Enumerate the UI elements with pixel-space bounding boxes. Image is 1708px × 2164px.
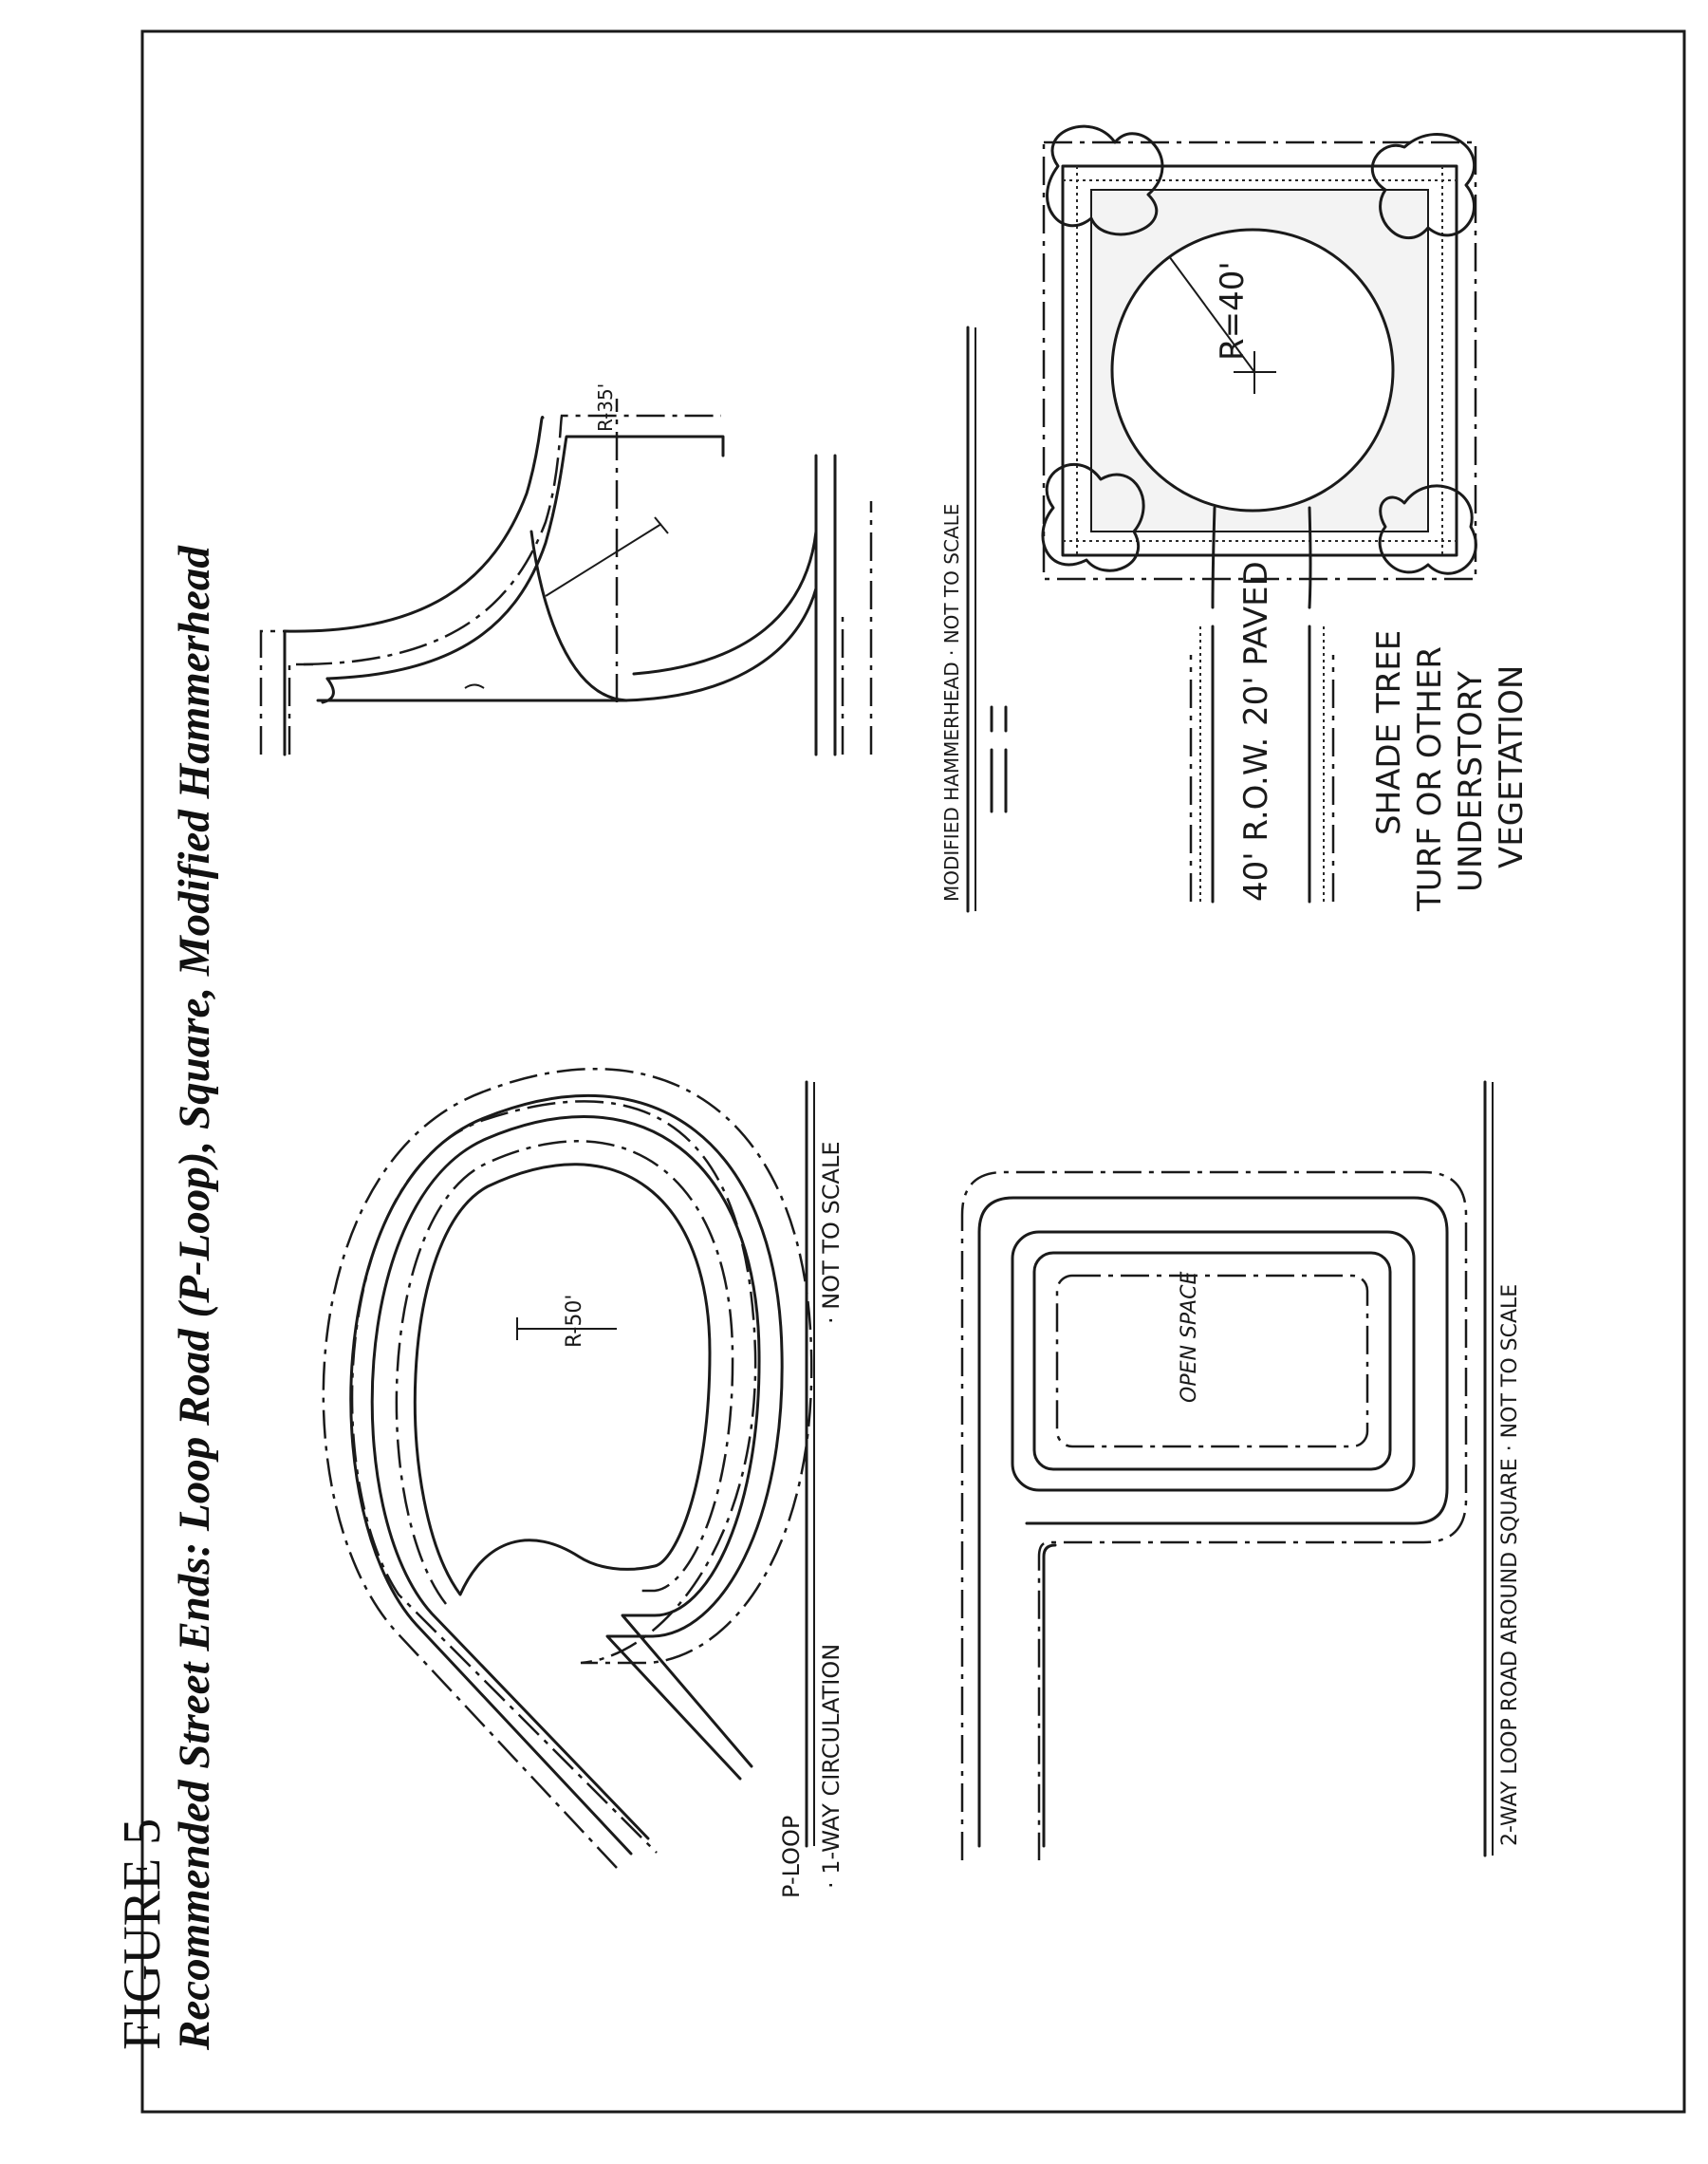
p-loop-title: P-LOOP	[778, 1815, 805, 1898]
square-detail-row-label: 40' R.O.W.	[1237, 737, 1275, 902]
p-loop-scale-note: · NOT TO SCALE	[818, 1141, 845, 1324]
square-center-label: OPEN SPACE	[1178, 1271, 1201, 1403]
square-detail-legend-line-2: TURF OR OTHER	[1411, 645, 1449, 911]
p-loop-radius-label: R-50'	[563, 1294, 586, 1348]
hammerhead-caption: MODIFIED HAMMERHEAD · NOT TO SCALE	[940, 503, 963, 902]
figure-subtitle: Recommended Street Ends: Loop Road (P-Loop), Square, Modified Hammerhead	[170, 546, 219, 2050]
square-detail-legend-line-1: SHADE TREE	[1370, 629, 1408, 835]
p-loop-subtitle: · 1-WAY CIRCULATION	[818, 1643, 845, 1889]
figure-label: FIGURE 5	[113, 1818, 172, 2050]
square-detail-radius-label: R=40'	[1214, 261, 1252, 361]
square-detail-paved-label: 20' PAVED	[1237, 561, 1275, 726]
square-detail-legend-line-3: UNDERSTORY	[1452, 671, 1490, 892]
hammerhead-radius-label: R-35'	[594, 382, 617, 432]
square-caption: 2-WAY LOOP ROAD AROUND SQUARE · NOT TO SCALE	[1498, 1283, 1522, 1846]
square-detail-legend-line-4: VEGETATION	[1493, 664, 1531, 868]
